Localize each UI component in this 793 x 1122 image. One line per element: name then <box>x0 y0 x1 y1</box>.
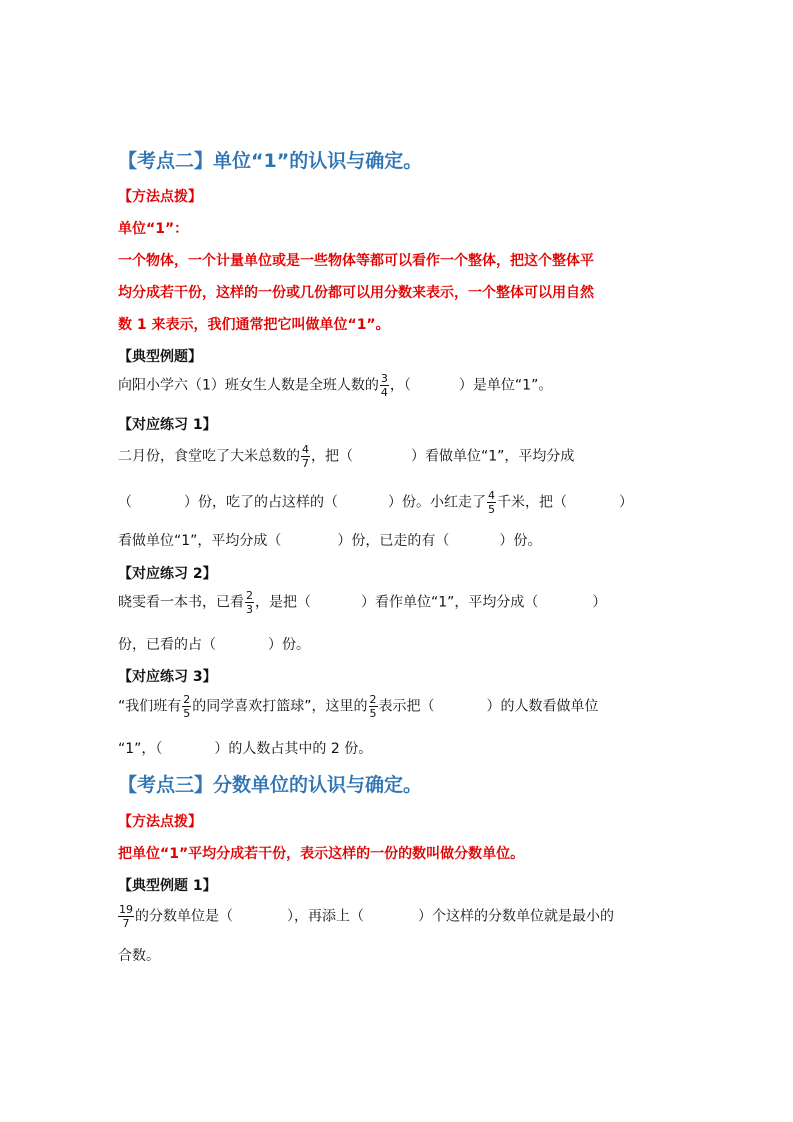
definition-line: 均分成若干份，这样的一份或几份都可以用分数来表示，一个整体可以用自然 <box>118 285 594 301</box>
exercise-2-line-1: 晓雯看一本书，已看 $\frac{2}{3}$ ，是把（ ）看作单位“1”，平均分成（ ） <box>118 589 607 616</box>
fraction: $\frac{2}{5}$ <box>369 693 377 720</box>
definition-title: 单位“1”： <box>118 221 189 237</box>
method-text: 把单位“1”平均分成若干份，表示这样的一份的数叫做分数单位。 <box>118 846 525 862</box>
fraction: $\frac{4}{7}$ <box>302 443 309 470</box>
definition-line: 一个物体，一个计量单位或是一些物体等都可以看作一个整体，把这个整体平 <box>118 253 594 269</box>
definition-line: 数 1 来表示，我们通常把它叫做单位“1”。 <box>118 317 390 333</box>
exercise-1-line-1: 二月份，食堂吃了大米总数的 $\frac{4}{7}$ ，把（ ）看做单位“1”，平均分成 <box>118 443 575 470</box>
exercise-1-line-3: 看做单位“1”，平均分成（ ）份，已走的有（ ）份。 <box>118 533 542 549</box>
example-tag: 【典型例题】 <box>118 349 202 365</box>
fraction: $\frac{2}{3}$ <box>246 589 253 616</box>
exercise-1-line-2: （ ）份，吃了的占这样的（ ）份。小红走了 $\frac{4}{5}$ 千米，把（ ） <box>118 489 633 516</box>
section-heading-2: 【考点二】单位“1”的认识与确定。 <box>118 150 423 172</box>
exercise-3-line-1: “我们班有 $\frac{2}{5}$ 的同学喜欢打篮球”，这里的 $\frac{2}{5}$ 表示把（ ）的人数看做单位 <box>118 693 599 720</box>
exercise-3-line-2: “1”，（ ）的人数占其中的 2 份。 <box>118 741 373 757</box>
exercise-tag-1: 【对应练习 1】 <box>118 417 217 433</box>
exercise-2-line-2: 份，已看的占（ ）份。 <box>118 637 310 653</box>
section-3-example-line-1: $\frac{19}{7}$ 的分数单位是（ ），再添上（ ）个这样的分数单位就是最小的 <box>119 903 614 930</box>
fraction: $\frac{19}{7}$ <box>119 903 133 930</box>
method-tag: 【方法点拨】 <box>118 814 202 830</box>
example-question: 向阳小学六（1）班女生人数是全班人数的 $\frac{3}{4}$ ，（ ）是单位“1”。 <box>118 372 553 399</box>
method-tag: 【方法点拨】 <box>118 189 202 205</box>
fraction: $\frac{3}{4}$ <box>380 372 388 399</box>
fraction: $\frac{4}{5}$ <box>488 489 495 516</box>
example-tag: 【典型例题 1】 <box>118 878 217 894</box>
fraction: $\frac{2}{5}$ <box>183 693 191 720</box>
section-heading-3: 【考点三】分数单位的认识与确定。 <box>118 774 423 796</box>
exercise-tag-3: 【对应练习 3】 <box>118 669 217 685</box>
section-3-example-line-2: 合数。 <box>118 948 160 964</box>
exercise-tag-2: 【对应练习 2】 <box>118 566 217 582</box>
